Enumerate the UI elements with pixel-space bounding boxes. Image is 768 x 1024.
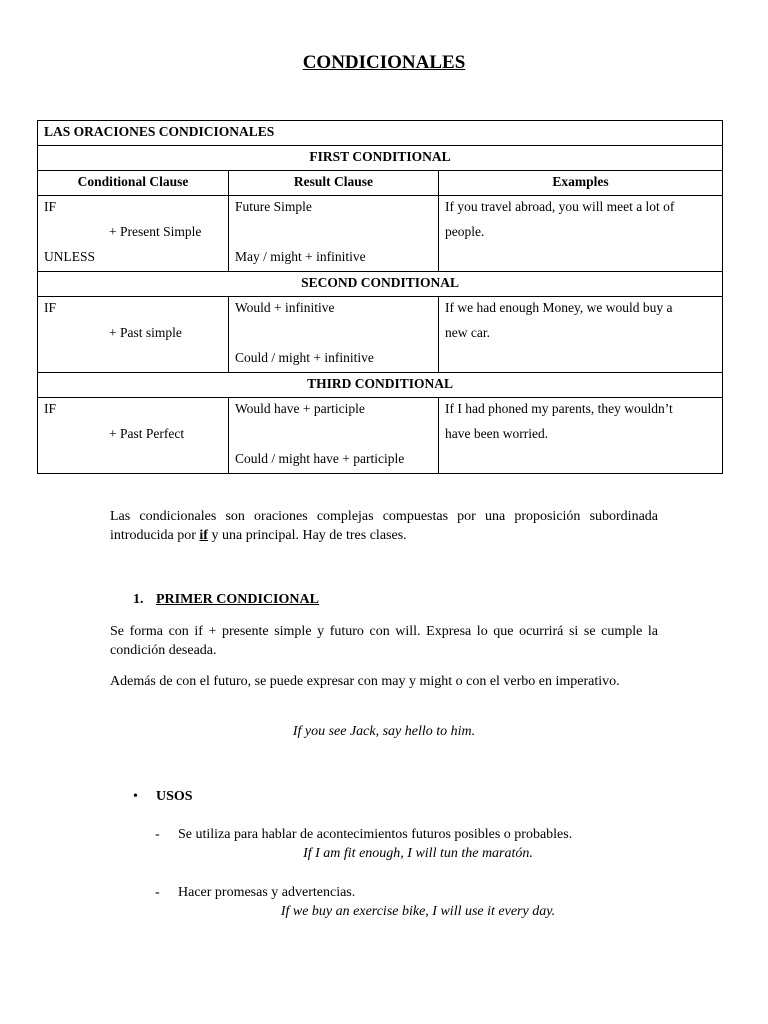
usos-label: USOS [156, 789, 193, 804]
example-line: If you travel abroad, you will meet a lot of [445, 199, 675, 214]
example-line: new car. [445, 325, 490, 340]
list-item-text: Hacer promesas y advertencias. [178, 885, 356, 900]
section-heading-text: PRIMER CONDICIONAL [156, 592, 319, 607]
result-line: Could / might have + participle [235, 451, 405, 466]
example-cell [439, 398, 723, 474]
condition-line: + Past Perfect [109, 426, 185, 441]
table-row [38, 196, 723, 272]
condition-line: IF [44, 199, 57, 214]
paragraph: Se forma con if + presente simple y futuro con will. Expresa lo que ocurrirá si se cumple la condición deseada. [110, 624, 658, 658]
header-conditional-clause: Conditional Clause [38, 171, 229, 196]
example-cell [439, 297, 723, 373]
dash-icon: - [155, 885, 160, 900]
header-result-clause: Result Clause [229, 171, 439, 196]
bullet-icon: • [133, 789, 138, 804]
condition-line [44, 448, 222, 473]
page-title: CONDICIONALES [302, 52, 466, 73]
example-sentence: If I am fit enough, I will tun the maratón. [303, 846, 533, 861]
result-line [235, 423, 432, 448]
section-heading [133, 590, 681, 609]
result-line: Would + infinitive [235, 300, 335, 315]
condition-cell [38, 398, 229, 474]
condition-line [44, 347, 222, 372]
example-line: have been worried. [445, 426, 549, 441]
section-row [38, 146, 723, 171]
header-row [38, 171, 723, 196]
list-item-text: Se utiliza para hablar de acontecimientos futuros posibles o probables. [178, 827, 573, 842]
intro-keyword: if [199, 528, 208, 543]
list-item [155, 883, 675, 902]
conditionals-table [37, 120, 723, 474]
list-item [155, 825, 675, 844]
intro-paragraph [110, 507, 658, 545]
condition-line: + Past simple [109, 325, 182, 340]
intro-text: Las condicionales son oraciones complejas compuestas por una proposición subordinada introducida por [110, 509, 658, 543]
result-line: May / might + infinitive [235, 249, 366, 264]
dash-icon: - [155, 827, 160, 842]
section-number: 1. [133, 592, 144, 607]
condition-cell [38, 297, 229, 373]
result-cell [229, 297, 439, 373]
section-row [38, 373, 723, 398]
table-caption: LAS ORACIONES CONDICIONALES [38, 121, 723, 146]
example-sentence: If we buy an exercise bike, I will use it every day. [280, 904, 556, 919]
example-line: people. [445, 224, 485, 239]
condition-line: + Present Simple [109, 224, 202, 239]
section-title: FIRST CONDITIONAL [38, 146, 723, 171]
condition-line: IF [44, 401, 57, 416]
condition-line: UNLESS [44, 249, 96, 264]
result-cell [229, 196, 439, 272]
result-line: Would have + participle [235, 401, 365, 416]
section-title: SECOND CONDITIONAL [38, 272, 723, 297]
section-title: THIRD CONDITIONAL [38, 373, 723, 398]
table-caption-row [38, 121, 723, 146]
condition-line: IF [44, 300, 57, 315]
paragraph: Además de con el futuro, se puede expresar con may y might o con el verbo en imperativo. [110, 674, 620, 689]
example-line: If I had phoned my parents, they wouldn’t [445, 401, 673, 416]
header-examples: Examples [439, 171, 723, 196]
table-row [38, 398, 723, 474]
condition-cell [38, 196, 229, 272]
example-sentence: If you see Jack, say hello to him. [292, 724, 476, 739]
intro-text-end: y una principal. Hay de tres clases. [207, 528, 407, 543]
section-row [38, 272, 723, 297]
example-line: If we had enough Money, we would buy a [445, 300, 673, 315]
result-cell [229, 398, 439, 474]
result-line [235, 221, 432, 246]
result-line: Could / might + infinitive [235, 350, 374, 365]
result-line [235, 322, 432, 347]
usos-heading [133, 787, 681, 806]
example-cell [439, 196, 723, 272]
result-line: Future Simple [235, 199, 312, 214]
table-row [38, 297, 723, 373]
